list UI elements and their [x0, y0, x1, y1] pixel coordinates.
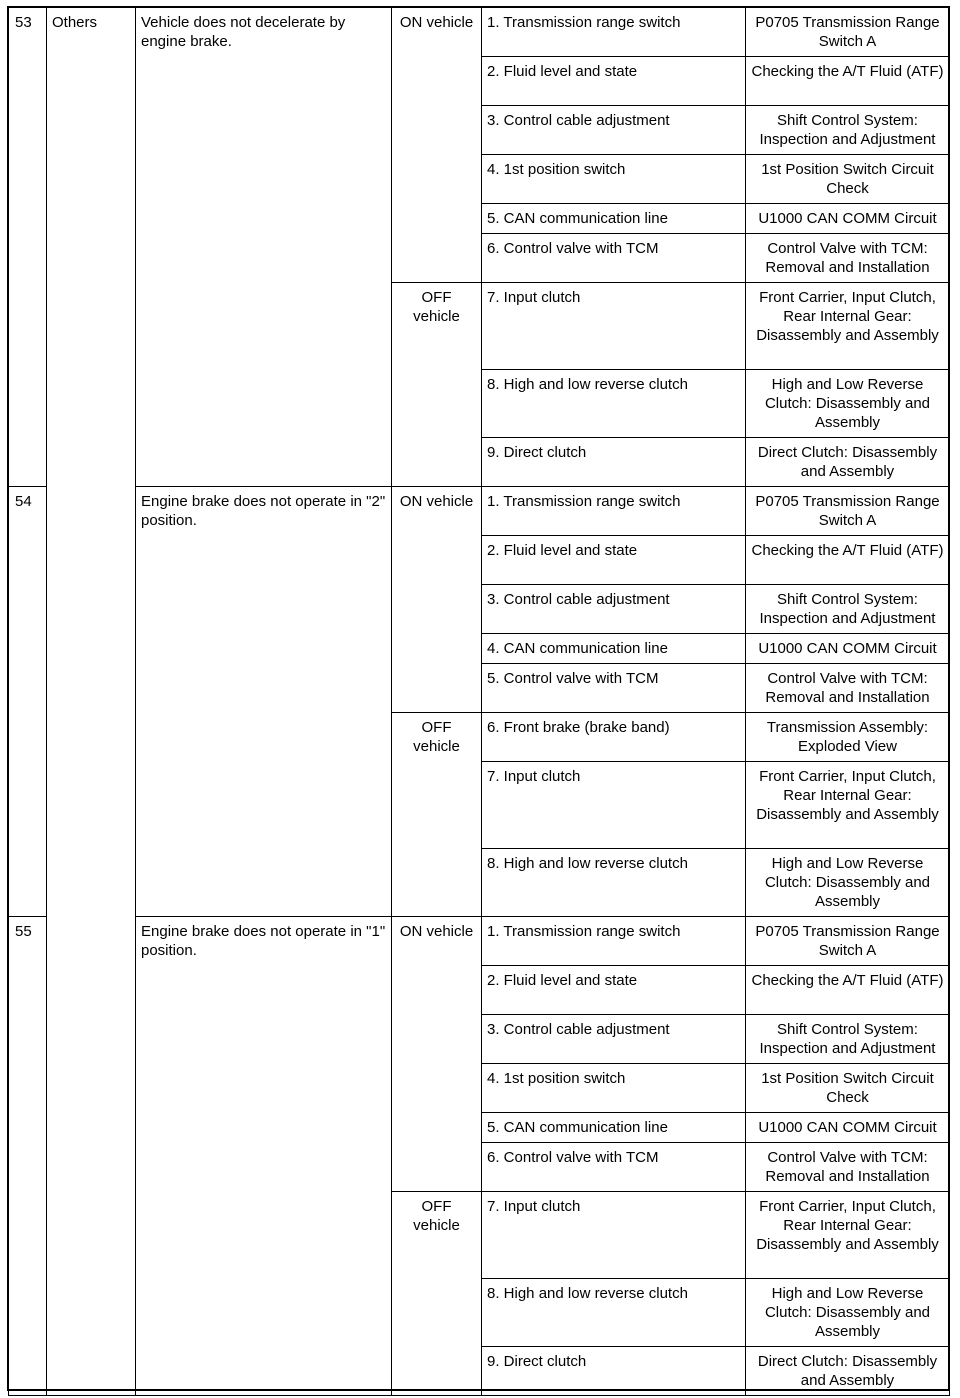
check-item: 9. Direct clutch [482, 438, 746, 487]
symptom-number: 54 [9, 487, 47, 917]
check-item: 4. 1st position switch [482, 155, 746, 204]
check-item: 4. CAN communication line [482, 634, 746, 664]
reference-link[interactable]: P0705 Transmission Range Switch A [746, 917, 950, 966]
symptom-description: Engine brake does not operate in "2" position. [136, 487, 392, 917]
check-item: 6. Control valve with TCM [482, 1143, 746, 1192]
reference-link[interactable]: U1000 CAN COMM Circuit [746, 1113, 950, 1143]
check-item: 2. Fluid level and state [482, 966, 746, 1015]
reference-link[interactable]: High and Low Reverse Clutch: Disassembly and Assembly [746, 849, 950, 917]
table-row [9, 8, 950, 57]
table-row [9, 487, 950, 536]
reference-link[interactable]: Front Carrier, Input Clutch, Rear Internal Gear: Disassembly and Assembly [746, 1192, 950, 1279]
check-item: 5. CAN communication line [482, 204, 746, 234]
reference-link[interactable]: Control Valve with TCM: Removal and Installation [746, 234, 950, 283]
reference-link[interactable]: Checking the A/T Fluid (ATF) [746, 966, 950, 1015]
table-row [9, 917, 950, 966]
reference-link[interactable]: P0705 Transmission Range Switch A [746, 487, 950, 536]
check-item: 7. Input clutch [482, 283, 746, 370]
reference-link[interactable]: Shift Control System: Inspection and Adjustment [746, 585, 950, 634]
symptom-number: 55 [9, 917, 47, 1396]
check-item: 4. 1st position switch [482, 1064, 746, 1113]
check-item: 1. Transmission range switch [482, 917, 746, 966]
reference-link[interactable]: P0705 Transmission Range Switch A [746, 8, 950, 57]
check-item: 9. Direct clutch [482, 1347, 746, 1396]
symptom-number: 53 [9, 8, 47, 487]
condition-cell: OFF vehicle [392, 283, 482, 487]
reference-link[interactable]: Direct Clutch: Disassembly and Assembly [746, 438, 950, 487]
category-cell: Others [47, 8, 136, 1396]
reference-link[interactable]: Checking the A/T Fluid (ATF) [746, 57, 950, 106]
check-item: 3. Control cable adjustment [482, 106, 746, 155]
condition-cell: OFF vehicle [392, 713, 482, 917]
condition-cell: ON vehicle [392, 917, 482, 1192]
condition-cell: OFF vehicle [392, 1192, 482, 1396]
check-item: 8. High and low reverse clutch [482, 849, 746, 917]
check-item: 5. CAN communication line [482, 1113, 746, 1143]
check-item: 1. Transmission range switch [482, 487, 746, 536]
reference-link[interactable]: Shift Control System: Inspection and Adjustment [746, 1015, 950, 1064]
reference-link[interactable]: Shift Control System: Inspection and Adjustment [746, 106, 950, 155]
check-item: 7. Input clutch [482, 762, 746, 849]
condition-cell: ON vehicle [392, 8, 482, 283]
reference-link[interactable]: Direct Clutch: Disassembly and Assembly [746, 1347, 950, 1396]
reference-link[interactable]: 1st Position Switch Circuit Check [746, 1064, 950, 1113]
reference-link[interactable]: Control Valve with TCM: Removal and Installation [746, 1143, 950, 1192]
reference-link[interactable]: High and Low Reverse Clutch: Disassembly and Assembly [746, 370, 950, 438]
check-item: 2. Fluid level and state [482, 536, 746, 585]
check-item: 7. Input clutch [482, 1192, 746, 1279]
check-item: 6. Front brake (brake band) [482, 713, 746, 762]
diagnosis-table [8, 7, 950, 1396]
reference-link[interactable]: U1000 CAN COMM Circuit [746, 204, 950, 234]
check-item: 3. Control cable adjustment [482, 1015, 746, 1064]
reference-link[interactable]: Front Carrier, Input Clutch, Rear Internal Gear: Disassembly and Assembly [746, 762, 950, 849]
check-item: 1. Transmission range switch [482, 8, 746, 57]
check-item: 8. High and low reverse clutch [482, 370, 746, 438]
check-item: 2. Fluid level and state [482, 57, 746, 106]
check-item: 5. Control valve with TCM [482, 664, 746, 713]
reference-link[interactable]: Transmission Assembly: Exploded View [746, 713, 950, 762]
symptom-description: Engine brake does not operate in "1" position. [136, 917, 392, 1396]
reference-link[interactable]: U1000 CAN COMM Circuit [746, 634, 950, 664]
symptom-description: Vehicle does not decelerate by engine brake. [136, 8, 392, 487]
check-item: 6. Control valve with TCM [482, 234, 746, 283]
reference-link[interactable]: Checking the A/T Fluid (ATF) [746, 536, 950, 585]
reference-link[interactable]: Front Carrier, Input Clutch, Rear Internal Gear: Disassembly and Assembly [746, 283, 950, 370]
reference-link[interactable]: Control Valve with TCM: Removal and Installation [746, 664, 950, 713]
condition-cell: ON vehicle [392, 487, 482, 713]
check-item: 3. Control cable adjustment [482, 585, 746, 634]
reference-link[interactable]: 1st Position Switch Circuit Check [746, 155, 950, 204]
reference-link[interactable]: High and Low Reverse Clutch: Disassembly and Assembly [746, 1279, 950, 1347]
check-item: 8. High and low reverse clutch [482, 1279, 746, 1347]
